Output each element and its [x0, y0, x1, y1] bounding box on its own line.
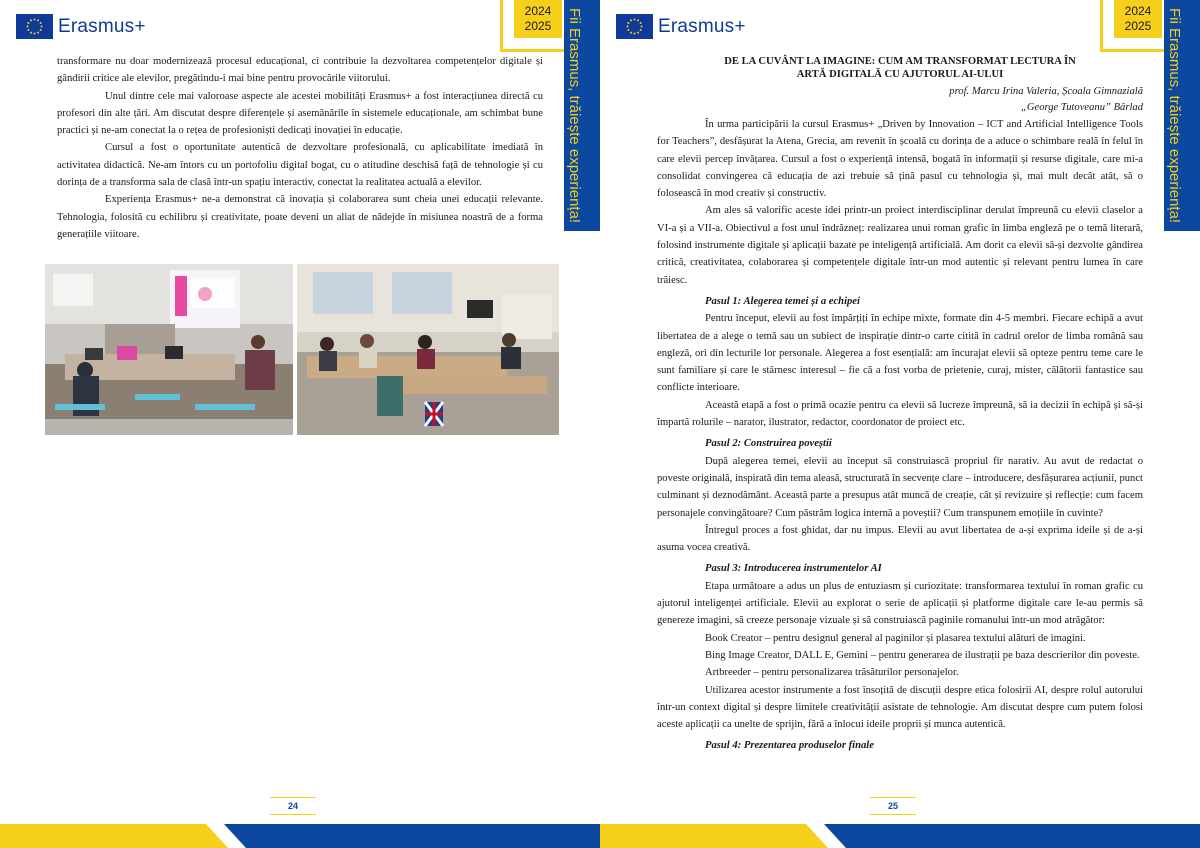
page-number: 24 [270, 797, 316, 815]
paragraph: Unul dintre cele mai valoroase aspecte ale acestei mobilități Erasmus+ a fost interacțiunea directă cu profesori din alte țări. Am discutat despre diferențele și asemănările în sistemele educaționale, am schimbat bune practici și ne-am conectat la o rețea de profesioniști dedicați inovației în educație. [57, 90, 543, 137]
year-start: 2024 [1124, 4, 1152, 18]
slogan-sidebar [1164, 0, 1200, 231]
erasmus-logo [16, 14, 146, 39]
paragraph: În urma participării la cursul Erasmus+ „Driven by Innovation – ICT and Artificial Intelligence Tools for Teachers”, desfășurat la Atena, Grecia, am revenit în școală cu dorința de a aduce o schimbare reală în felul în care elevii percep învățarea. Cursul a fost o experiență intensă, bogată în informații și resurse digitale, care mi-a consolidat convingerea că educația de azi trebuie să țină pasul cu tehnologia și, mai mult decât atât, să o folosească în mod creativ și constructiv. [657, 119, 1143, 200]
year-end: 2025 [1124, 19, 1152, 33]
paragraph: Întregul proces a fost ghidat, dar nu impus. Elevii au avut libertatea de a-și exprima ideile și de a-și asuma vocea creativă. [657, 524, 1143, 554]
step-heading: Pasul 2: Construirea poveștii [705, 438, 832, 450]
page-number: 25 [870, 797, 916, 815]
footer-band [0, 824, 600, 848]
slogan-text: Fii Erasmus, trăiește experiența! [1166, 8, 1183, 224]
title-line: ARTĂ DIGITALĂ CU AJUTORUL AI-ULUI [796, 68, 1004, 80]
tool-item: Bing Image Creator, DALL E, Gemini – pentru generarea de ilustrații pe baza descrierilor din poveste. [705, 649, 1140, 661]
paragraph: După alegerea temei, elevii au început să construiască propriul fir narativ. Au avut de redactat o poveste originală, inspirată din tema aleasă, structurată în secvențe clare – introducere, desfășurarea acțiunii, punct culminant și deznodământ. Această parte a presupus atât muncă de creație, cât și revizuire și reflecție: cum facem personajele convingătoare? Cum păstrăm logica internă a poveștii? Cum transpunem emoțiile în cuvinte? [657, 455, 1143, 519]
paragraph: Pentru început, elevii au fost împărțiți în echipe mixte, formate din 4-5 membri. Fiecare echipă a avut libertatea de a alege o temă sau un subiect de inspirație dintr-o carte citită în cadrul orelor de limba română sau engleză, ori din lecturile lor personale. Alegerea a fost esențială: am încurajat elevii să opteze pentru teme care le sunt familiare și care le stârnesc interesul – fie că a fost vorba de prietenie, curaj, mister, călătorii fantastice sau conflicte interioare. [657, 313, 1143, 394]
classroom-photo-projector [45, 264, 293, 435]
eu-flag-icon [16, 14, 53, 39]
erasmus-logo [616, 14, 746, 39]
brand-name: Erasmus+ [58, 15, 146, 37]
tool-item: Book Creator – pentru designul general al paginilor și plasarea textului alături de imagini. [705, 632, 1086, 644]
classroom-photo-group [297, 264, 559, 435]
paragraph: Experiența Erasmus+ ne-a demonstrat că inovația și colaborarea sunt cheia unei educații relevante. Tehnologia, folosită cu echilibru și creativitate, poate deveni un aliat de nădejde în misiunea noastră de a forma generațiile viitoare. [57, 194, 543, 240]
article-column [657, 56, 1143, 755]
left-text-column [57, 53, 543, 243]
paragraph: Am ales să valorific aceste idei printr-un proiect interdisciplinar derulat împreună cu elevii claselor a VI-a și a VII-a. Obiectivul a fost unul îndrăzneț: realizarea unui roman grafic în limba engleză pe o temă literară, folosind instrumente digitale și aplicații bazate pe inteligență artificială. Am dorit ca elevii să-și dezvolte gândirea critică, creativitatea, colaborarea și competențele digitale într-un mod autentic și relevant pentru lumea în care trăiesc. [657, 205, 1143, 286]
article-title [657, 56, 1143, 81]
paragraph: Această etapă a fost o primă ocazie pentru ca elevii să lucreze împreună, să ia decizii în echipă și să-și împartă rolurile – narator, ilustrator, redactor, coordonator de proiect etc. [657, 399, 1143, 429]
tool-item: Artbreeder – pentru personalizarea trăsăturilor personajelor. [705, 667, 959, 679]
paragraph: Etapa următoare a adus un plus de entuziasm și curiozitate: transformarea textului în roman grafic cu ajutorul inteligenței artificiale. Elevii au explorat o serie de aplicații și platforme digitale care le-au permis să genereze imagini, să creeze personaje vizuale și să construiască paginile romanului într-un mod atrăgător: [657, 580, 1143, 627]
year-end: 2025 [524, 19, 552, 33]
paragraph: transformare nu doar modernizează procesul educațional, ci contribuie la dezvoltarea competențelor digitale și gândirii critice ale elevilor, pregătindu-i mai bine pentru provocările viitorului. [57, 56, 543, 85]
footer-band [600, 824, 1200, 848]
year-badge [1114, 0, 1162, 38]
eu-flag-icon [616, 14, 653, 39]
author-name: prof. Marcu Irina Valeria, Școala Gimnazială [949, 86, 1143, 97]
slogan-text: Fii Erasmus, trăiește experiența! [566, 8, 583, 224]
slogan-sidebar [564, 0, 600, 231]
year-start: 2024 [524, 4, 552, 18]
year-badge [514, 0, 562, 38]
right-page [600, 0, 1200, 848]
step-heading: Pasul 4: Prezentarea produselor finale [705, 740, 874, 752]
paragraph: Utilizarea acestor instrumente a fost însoțită de discuții despre etica folosirii AI, despre rolul autorului într-un context digital și despre limitele creativității asistate de tehnologie. Am discutat despre cum putem folosi aceste aplicații ca unelte de sprijin, fără a înlocui ideile proprii și munca autentică. [657, 684, 1143, 731]
author-school: „George Tutoveanu” Bârlad [1020, 102, 1143, 113]
step-heading: Pasul 3: Introducerea instrumentelor AI [705, 563, 882, 575]
title-line: DE LA CUVÂNT LA IMAGINE: CUM AM TRANSFORMAT LECTURA ÎN [724, 56, 1076, 67]
paragraph: Cursul a fost o oportunitate autentică de dezvoltare profesională, cu aplicabilitate imediată în activitatea didactică. Ne-am întors cu un portofoliu digital bogat, cu o atitudine deschisă față de tehnologie și cu dorința de a transforma sala de clasă într-un spațiu interactiv, conectat la realitatea actuală a elevilor. [57, 142, 543, 189]
step-heading: Pasul 1: Alegerea temei și a echipei [705, 295, 860, 307]
brand-name: Erasmus+ [658, 15, 746, 37]
